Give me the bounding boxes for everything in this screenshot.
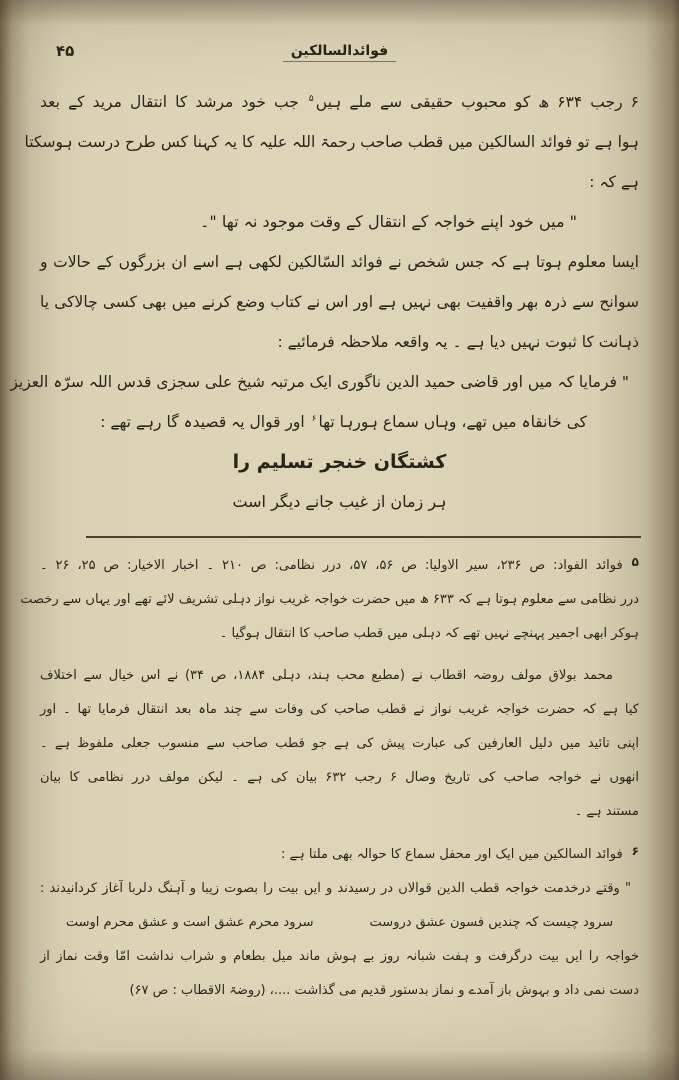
footnote-line: مستند ہے ۔ <box>574 804 639 819</box>
poetry-line: ہر زمان از غیب جانے دیگر است <box>232 492 447 511</box>
footnote-ref-6: ۶ <box>311 413 317 424</box>
footnote-line: محمد بولاق مولف روضہ اقطاب نے (مطبع محب ہند، دہلی ۱۸۸۴، ص ۳۴) نے اس خیال سے اختلاف <box>40 668 613 683</box>
footnote-line <box>40 548 639 583</box>
footnote-line: انھوں نے خواجہ صاحب کی تاریخ وصال ۶ رجب ۶۳۲ بیان کی ہے ۔ لیکن مولف درر نظامی کا بیان <box>40 770 640 785</box>
footnote-line: خواجہ را ایں بیت درگرفت و ہفت شبانہ روز بے ہوش ماند میل بطعام و شراب نداشت امّا وقت نماز از <box>40 949 639 964</box>
footnote-text: فوائد السالکین میں ایک اور محفل سماع کا حوالہ بھی ملتا ہے : <box>280 847 623 862</box>
footnote-line: " وقتے درخدمت خواجہ قطب الدین قوالاں در رسیدند و ایں بیت را بصوت زیبا و آہنگ دلربا آغاز کردانیدند : <box>40 881 631 896</box>
footnote-line: درر نظامی سے معلوم ہوتا ہے کہ ۶۳۳ ھ میں حضرت خواجہ غریب نواز دہلی تشریف لائے تھے اور یہاں سے رخصت <box>20 592 639 607</box>
footnotes <box>20 548 640 1008</box>
body-line: ہوا ہے تو فوائد السالکین میں قطب صاحب رحمۃ اللہ علیہ کا یہ کہنا کس طرح درست ہوسکتا <box>24 133 639 151</box>
footnote-6 <box>40 837 639 1008</box>
footnote-line: کیا ہے کہ حضرت خواجہ غریب نواز نے قطب صاحب کی وفات سے چند ماہ بعد انتقال فرمایا تھا ۔ اور <box>40 702 639 717</box>
main-text <box>10 82 639 522</box>
poetry-line: کشتگان خنجر تسلیم را <box>232 451 447 473</box>
footnote-text: فوائد الفواد: ص ۲۳۶، سیر الاولیا: ص ۵۶، ۵۷، درر نظامی: ص ۲۱۰ ۔ اخبار الاخیار: ص ۲۵، ۲۶ ۔ <box>40 558 623 573</box>
verse-hemistich: سرود چیست کہ چندیں فسون عشق دروست <box>369 915 614 930</box>
footnote-line <box>40 837 639 872</box>
footnote-5 <box>20 548 639 651</box>
footnote-line: دست نمی داد و بہوش باز آمدے و نماز بدستور قدیم می گذاشت ....، (روضۃ الاقطاب : ص ۶۷) <box>129 983 639 998</box>
footnote-line: ہوکر ابھی اجمیر پہنچے نہیں تھے کہ دہلی میں قطب صاحب کا انتقال ہوگیا ۔ <box>219 626 639 641</box>
body-line: " فرمایا کہ میں اور قاضی حمید الدین ناگوری ایک مرتبہ شیخ علی سجزی قدس اللہ سرّہ العزیز <box>10 373 629 391</box>
body-text-segment: کی خانقاہ میں تھے، وہاں سماع ہورہا تھا <box>318 413 587 431</box>
body-line: ذہانت کا ثبوت نہیں دیا ہے ۔ یہ واقعہ ملاحظہ فرمائیے : <box>277 333 639 351</box>
footnote-5-continued <box>40 659 639 829</box>
body-line: ہے کہ : <box>589 173 639 191</box>
running-title: فوائدالسالکین <box>283 43 396 62</box>
page-header <box>40 40 639 66</box>
quote-line: " میں خود اپنے خواجہ کے انتقال کے وقت موجود نہ تھا "۔ <box>200 212 577 231</box>
body-line: سوانح سے ذرہ بھر واقفیت بھی نہیں ہے اور اس نے کتاب وضع کرنے میں بھی کسی چالاکی یا <box>40 293 639 311</box>
verse-hemistich: سرود محرم عشق است و عشق محرم اوست <box>65 915 314 930</box>
body-text-segment: ۶ رجب ۶۳۴ ھ کو محبوب حقیقی سے ملے ہیں <box>315 93 639 111</box>
persian-verse <box>40 906 639 940</box>
footnote-marker: ۵ <box>631 555 639 569</box>
body-line: ایسا معلوم ہوتا ہے کہ جس شخص نے فوائد السّالکین لکھی ہے اسے ان بزرگوں کے حالات و <box>40 253 639 271</box>
page-number: ۴۵ <box>56 42 75 60</box>
body-text-segment: اور قوال یہ قصیدہ گا رہے تھے : <box>100 413 310 431</box>
footnote-ref-5: ۵ <box>308 93 314 104</box>
body-text-segment: جب خود مرشد کا انتقال مرید کے بعد <box>40 93 307 111</box>
body-line <box>40 82 639 122</box>
body-line <box>40 402 639 442</box>
footnote-separator <box>86 536 641 538</box>
footnote-marker: ۶ <box>631 844 639 858</box>
footnote-line: اپنی تائید میں دلیل العارفین کی عبارت پیش کی ہے جو قطب صاحب سے منسوب جعلی ملفوظ ہے ۔ <box>40 736 639 751</box>
